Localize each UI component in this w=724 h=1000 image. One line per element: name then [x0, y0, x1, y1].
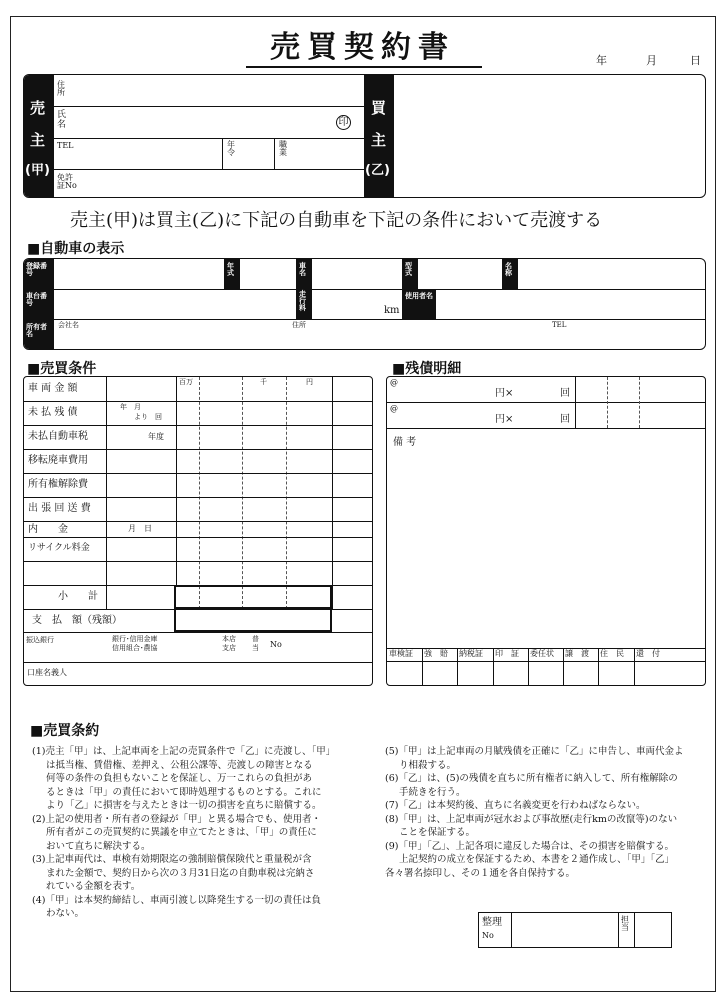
account-type: 普 — [252, 635, 259, 643]
km-unit: km — [384, 305, 400, 316]
doc-shakensho: 車検証 — [389, 649, 413, 658]
brand-label: 名称 — [502, 259, 518, 289]
day-label: 日 — [690, 54, 701, 67]
owner-tel-label: TEL — [552, 321, 567, 329]
terms-line: (7)「乙」は本契約後、直ちに名義変更を行わねばならない。 — [385, 800, 646, 811]
doc-joto: 譲 渡 — [565, 649, 589, 658]
terms-left — [32, 745, 370, 921]
unit-hyakuman: 百万 — [179, 378, 193, 386]
balance-yen-times-1: 円× — [495, 388, 514, 399]
terms-title: ■売買条約 — [30, 723, 100, 739]
account-type-2: 当 — [252, 644, 259, 652]
terms-line: わない。 — [46, 908, 85, 919]
terms-line: (6)「乙」は、(5)の残債を直ちに所有権者に納入して、所有権解除の — [385, 773, 678, 784]
tanto-label: 担当 — [621, 915, 629, 933]
branch-sub: 支店 — [222, 644, 236, 652]
seller-label-3: (甲) — [25, 163, 50, 178]
terms-line: 上記契約の成立を保証するため、本書を２通作成し、「甲」「乙」 — [399, 854, 675, 865]
terms-line: るときは「甲」の責任において即時処理するものとする。これに — [46, 786, 322, 798]
seal-mark: 印 — [336, 115, 351, 130]
balance-yen-times-2: 円× — [495, 414, 514, 425]
page-title: 売買契約書 — [270, 30, 455, 65]
title-underline — [246, 66, 482, 68]
unit-sen: 千 — [260, 378, 267, 386]
buyer-label-2: 主 — [371, 131, 387, 149]
tax-year-label: 年度 — [148, 432, 164, 441]
bank-types: 銀行･信用金庫 — [112, 635, 158, 643]
address-label: 住所 — [57, 80, 65, 98]
car-name-label: 車名 — [296, 259, 312, 289]
terms-line: 各々署名捺印し、その１通を各自保持する。 — [385, 867, 576, 879]
installment-month-label: 年 月 — [120, 403, 141, 411]
row-label-unpaid-balance: 未 払 残 債 — [28, 407, 78, 418]
seiri-no-label: No — [482, 931, 494, 940]
unit-en: 円 — [306, 378, 313, 386]
seller-label-2: 主 — [30, 131, 46, 149]
doc-inkan: 印 証 — [495, 649, 519, 658]
installment-count-label: より 回 — [134, 413, 162, 421]
row-label-car-price: 車 両 金 額 — [28, 383, 78, 394]
doc-kyobai: 強 賠 — [424, 649, 448, 658]
balance-at-1: @ — [390, 378, 398, 387]
conditions-table — [23, 376, 373, 686]
row-label-deposit: 内 金 — [28, 524, 68, 535]
bank-types-2: 信用組合･農協 — [112, 644, 158, 652]
account-name-label: 口座名義人 — [27, 668, 67, 677]
terms-right — [385, 745, 705, 880]
reg-no-label: 登録番号 — [24, 259, 54, 289]
row-label-recycle-fee: リサイクル料金 — [28, 543, 90, 553]
terms-line: 手続きを行う。 — [399, 786, 466, 798]
remarks-label: 備 考 — [393, 437, 417, 448]
car-section-title: ■自動車の表示 — [27, 241, 125, 257]
terms-line: (2)上記の使用者・所有者の登録が「甲」と異る場合でも、使用者・ — [32, 813, 321, 825]
user-label: 使用者名 — [402, 289, 436, 319]
terms-line: り相殺する。 — [399, 759, 457, 771]
buyer-label-1: 買 — [371, 99, 387, 117]
license-label: 免許証No — [57, 173, 77, 191]
balance-kai-2: 回 — [560, 414, 570, 425]
model-year-label: 年式 — [224, 259, 240, 289]
balance-kai-1: 回 — [560, 388, 570, 399]
owner-label: 所有者名 — [24, 319, 54, 350]
terms-line: より「乙」に損害を与えたときは一切の損害を直ちに賠償する。 — [46, 800, 322, 811]
headline: 売主(甲)は買主(乙)に下記の自動車を下記の条件において売渡する — [70, 210, 603, 231]
row-label-ownership-fee: 所有権解除費 — [28, 479, 88, 490]
buyer-label-3: (乙) — [365, 163, 390, 178]
seller-label-band — [24, 75, 54, 198]
doc-nozeisho: 納税証 — [459, 649, 483, 658]
balance-title: ■残債明細 — [392, 361, 462, 377]
terms-line: (1)売主「甲」は、上記車両を上記の売買条件で「乙」に売渡し、「甲」 — [32, 746, 336, 757]
mileage-label: 走行料 — [296, 289, 312, 319]
branch-main: 本店 — [222, 635, 236, 643]
party-box — [23, 74, 706, 198]
age-label: 年令 — [227, 140, 235, 158]
conditions-title: ■売買条件 — [27, 361, 97, 377]
owner-address-label: 住所 — [292, 321, 306, 329]
year-label: 年 — [596, 54, 607, 67]
row-label-transfer-fee: 移転廃車費用 — [28, 455, 88, 466]
doc-jumin: 住 民 — [600, 649, 624, 658]
buyer-label-band — [364, 75, 394, 198]
terms-line: (4)「甲」は本契約締結し、車両引渡し以降発生する一切の責任は負 — [32, 894, 321, 906]
balance-at-2: @ — [390, 404, 398, 413]
terms-line: おいて直ちに解決する。 — [46, 840, 151, 852]
car-box — [23, 258, 706, 350]
bank-label: 振込銀行 — [26, 636, 54, 644]
terms-line: (9)「甲」「乙」、上記各項に違反した場合は、その損害を賠償する。 — [385, 840, 674, 852]
balance-box — [386, 376, 706, 686]
payment-label: 支 払 額（残額） — [32, 615, 122, 626]
job-label: 職業 — [279, 140, 287, 158]
doc-ininjo: 委任状 — [530, 649, 554, 658]
terms-line: (5)「甲」は上記車両の月賦残債を正確に「乙」に申告し、車両代金よ — [385, 746, 684, 757]
tel-label: TEL — [57, 141, 74, 150]
terms-line: 何等の条件の負担もないことを保証し、万一これらの負担があ — [46, 773, 313, 784]
company-label: 会社名 — [58, 321, 79, 329]
terms-line: 所有者がこの売買契約に異議を申立てたときは、「甲」の責任に — [46, 827, 317, 838]
name-label: 氏名 — [57, 110, 67, 131]
admin-box — [478, 912, 672, 948]
terms-line: まれた金額で、契約日から次の３月31日迄の自動車税は完納さ — [46, 867, 315, 879]
terms-line: は抵当権、賃借権、差押え、公租公課等、売渡しの障害となる — [46, 759, 313, 771]
chassis-label: 車台番号 — [24, 289, 54, 319]
terms-line: (3)上記車両代は、車検有効期限迄の強制賠償保険代と重量税が含 — [32, 854, 312, 865]
seiri-label: 整理 — [482, 917, 502, 928]
terms-line: ことを保証する。 — [399, 827, 476, 838]
row-label-delivery-fee: 出 張 回 送 費 — [28, 503, 91, 514]
account-no-label: No — [270, 640, 282, 649]
deposit-date-label: 月 日 — [128, 524, 152, 533]
subtotal-label: 小 計 — [58, 591, 98, 602]
doc-kanpu: 還 付 — [636, 649, 660, 658]
terms-line: (8)「甲」は、上記車両が冠水および事故歴(走行kmの改竄等)のない — [385, 813, 678, 825]
type-label: 型式 — [402, 259, 418, 289]
payment-box — [174, 609, 332, 632]
month-label: 月 — [646, 54, 657, 67]
subtotal-box — [174, 585, 332, 609]
seller-label-1: 売 — [30, 99, 46, 117]
terms-line: れている金額を表す。 — [46, 881, 141, 892]
row-label-car-tax: 未払自動車税 — [28, 431, 88, 442]
